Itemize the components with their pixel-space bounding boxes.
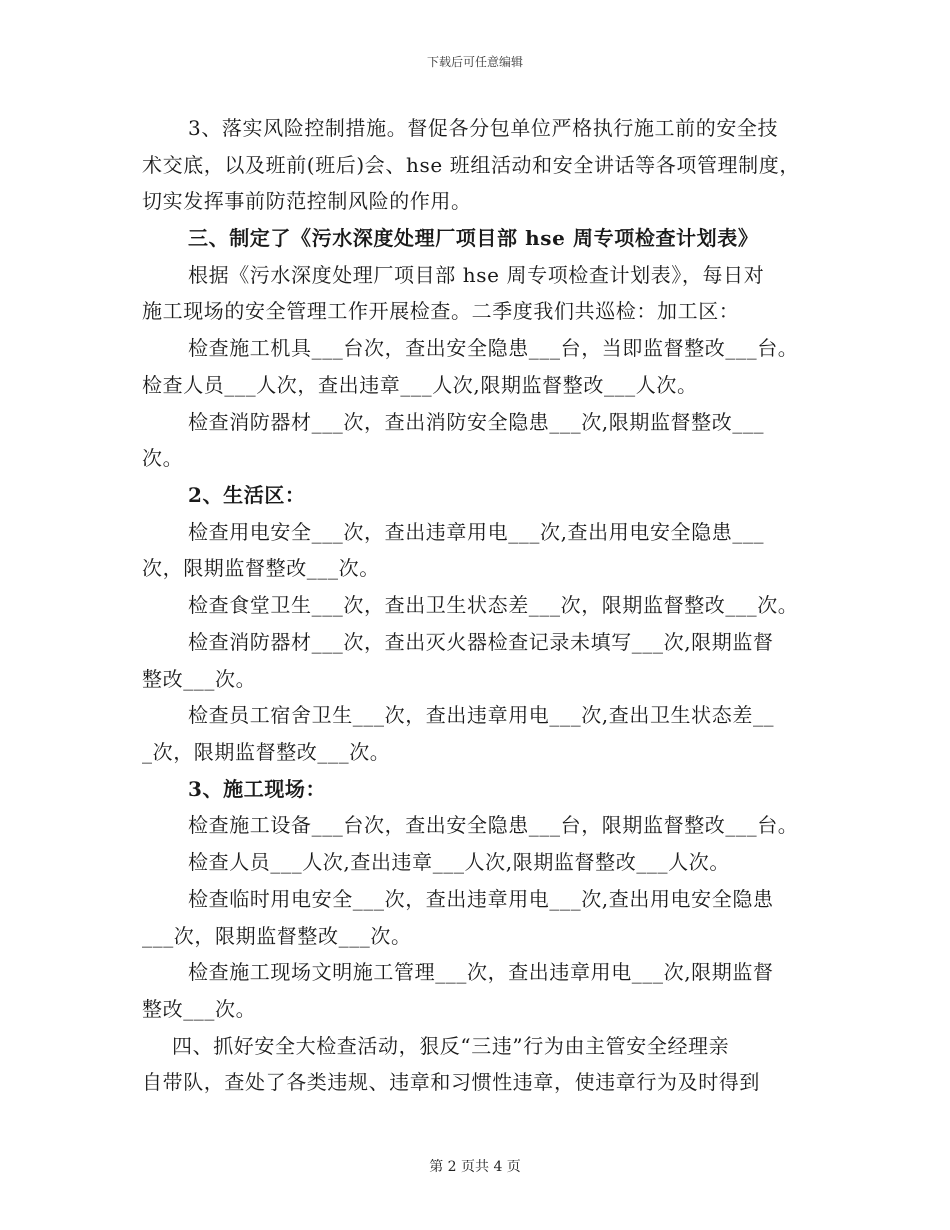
text-line: 检查临时用电安全___次，查出违章用电___次,查出用电安全隐患 — [188, 887, 774, 911]
text-line: 切实发挥事前防范控制风险的作用。 — [142, 189, 472, 213]
text-line: 检查人员___人次,查出违章___人次,限期监督整改___人次。 — [188, 850, 730, 874]
text-line: 整改___次。 — [142, 667, 257, 691]
text-line: 根据《污水深度处理厂项目部 hse 周专项检查计划表》，每日对 — [188, 263, 765, 287]
text-line: 检查人员___人次，查出违章___人次,限期监督整改___人次。 — [142, 373, 698, 397]
text-line: 次，限期监督整改___次。 — [142, 556, 380, 580]
text-line: 次。 — [142, 446, 184, 470]
page-header: 下载后可任意编辑 — [426, 55, 523, 69]
text-line: 检查施工机具___台次，查出安全隐患___台，当即监督整改___台。 — [188, 336, 799, 360]
text-line: 检查消防器材___次，查出灭火器检查记录未填写___次,限期监督 — [188, 630, 774, 654]
text-line: 检查施工现场文明施工管理___次，查出违章用电___次,限期监督 — [188, 960, 774, 984]
text-line: 检查用电安全___次，查出违章用电___次,查出用电安全隐患___ — [188, 520, 765, 544]
text-line: _次，限期监督整改___次。 — [142, 740, 391, 764]
text-line: 施工现场的安全管理工作开展检查。二季度我们共巡检：加工区： — [142, 299, 740, 323]
text-line: 术交底，以及班前(班后)会、hse 班组活动和安全讲话等各项管理制度， — [142, 153, 800, 177]
subsection-heading: 2、生活区： — [188, 483, 306, 507]
text-line: 整改___次。 — [142, 997, 257, 1021]
text-line: 检查食堂卫生___次，查出卫生状态差___次，限期监督整改___次。 — [188, 593, 799, 617]
subsection-heading: 3、施工现场： — [188, 777, 327, 801]
text-line: ___次，限期监督整改___次。 — [142, 924, 412, 948]
text-line: 检查消防器材___次，查出消防安全隐患___次,限期监督整改___ — [188, 410, 765, 434]
text-line: 检查员工宿舍卫生___次，查出违章用电___次,查出卫生状态差__ — [188, 703, 775, 727]
text-line: 自带队，查处了各类违规、违章和习惯性违章，使违章行为及时得到 — [142, 1070, 760, 1094]
text-line: 检查施工设备___台次，查出安全隐患___台，限期监督整改___台。 — [188, 813, 799, 837]
page-number-footer: 第 2 页共 4 页 — [429, 1159, 521, 1175]
text-line: 3、落实风险控制措施。督促各分包单位严格执行施工前的安全技 — [188, 116, 779, 140]
text-line: 四、抓好安全大检查活动，狠反“三违”行为由主管安全经理亲 — [172, 1034, 730, 1058]
section-heading: 三、制定了《污水深度处理厂项目部 hse 周专项检查计划表》 — [188, 226, 759, 250]
